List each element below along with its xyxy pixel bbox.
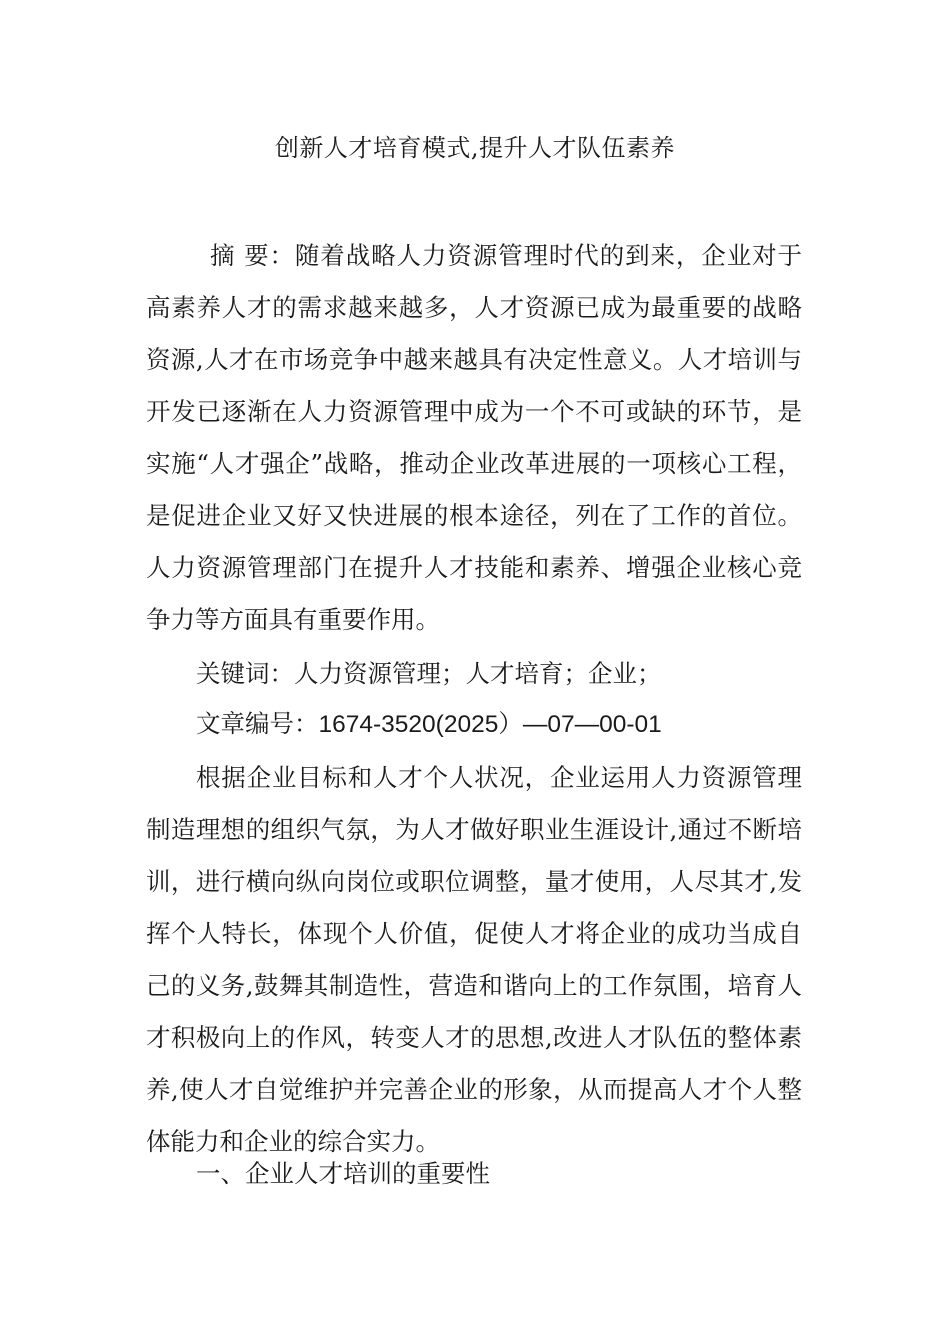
document-title: 创新人才培育模式,提升人才队伍素养 [274, 134, 676, 162]
article-number-value: 1674-3520(2025）—07—00-01 [318, 711, 662, 738]
section-heading: 一、企业人才培训的重要性 [196, 1159, 490, 1188]
abstract-paragraph: 摘 要：随着战略人力资源管理时代的到来，企业对于高素养人才的需求越来越多，人才资源已成为最重要的战略资源,人才在市场竞争中越来越具有决定性意义。人才培训与开发已逐渐在人力资源管理中成为一个不可或缺的环节，是实施“人才强企”战略，推动企业改革进展的一项核心工程，是促进企业又好又快进展的根本途径，列在了工作的首位。人力资源管理部门在提升人才技能和素养、增强企业核心竞争力等方面具有重要作用。 [146, 241, 802, 634]
article-number-label: 文章编号： [196, 709, 319, 738]
article-number-line [146, 698, 802, 751]
body-paragraph: 根据企业目标和人才个人状况，企业运用人力资源管理制造理想的组织气氛，为人才做好职业生涯设计,通过不断培训，进行横向纵向岗位或职位调整，量才使用，人尽其才,发挥个人特长，体现个人价值，促使人才将企业的成功当成自己的义务,鼓舞其制造性，营造和谐向上的工作氛围，培育人才积极向上的作风，转变人才的思想,改进人才队伍的整体素养,使人才自觉维护并完善企业的形象，从而提高人才个人整体能力和企业的综合实力。 [146, 763, 802, 1156]
keywords-line: 关键词：人力资源管理；人才培育；企业； [196, 659, 662, 688]
